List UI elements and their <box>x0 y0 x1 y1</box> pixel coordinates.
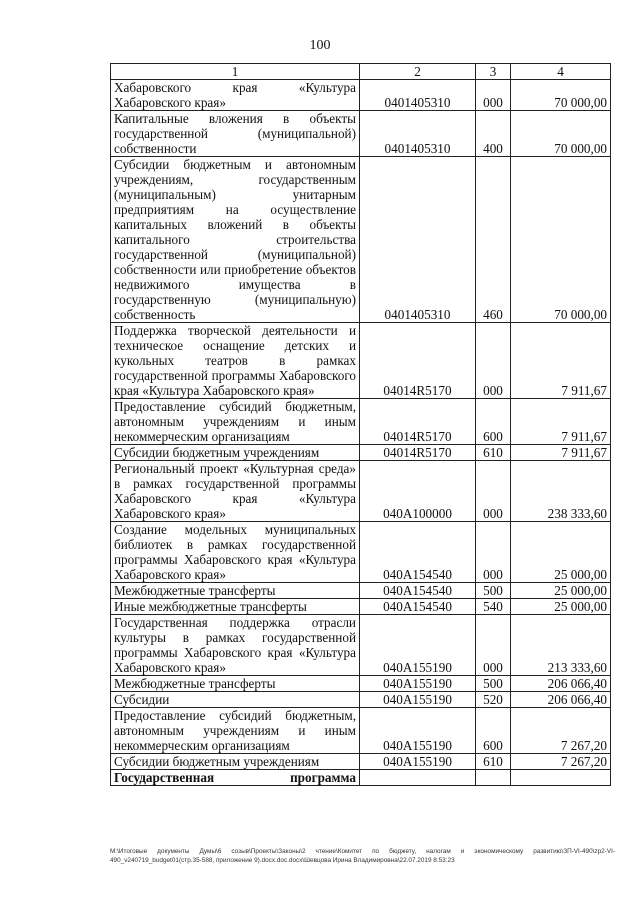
row-kind-cell: 540 <box>476 599 511 615</box>
row-kind-cell: 400 <box>476 111 511 157</box>
row-code-cell: 040A154540 <box>360 522 476 583</box>
row-code-cell: 040A154540 <box>360 599 476 615</box>
row-kind-cell: 520 <box>476 692 511 708</box>
row-name-cell: Государственная программа <box>111 770 360 786</box>
row-name-cell: Региональный проект «Культурная среда» в рамках государственной программы Хабаровского края «Культура Хабаровского края» <box>111 461 360 522</box>
row-amount-cell: 25 000,00 <box>511 583 611 599</box>
row-code-cell: 040A154540 <box>360 583 476 599</box>
row-name-cell: Субсидии <box>111 692 360 708</box>
row-kind-cell: 460 <box>476 157 511 323</box>
row-code-cell: 0401405310 <box>360 157 476 323</box>
row-name-cell: Предоставление субсидий бюджетным, автономным учреждениям и иным некоммерческим организациям <box>111 399 360 445</box>
row-code-cell <box>360 770 476 786</box>
row-name-cell: Хабаровского края «Культура Хабаровского края» <box>111 80 360 111</box>
row-code-cell: 04014R5170 <box>360 445 476 461</box>
row-kind-cell <box>476 770 511 786</box>
column-header-code: 2 <box>360 64 476 80</box>
table-row <box>111 770 611 786</box>
row-code-cell: 040A155190 <box>360 754 476 770</box>
row-amount-cell: 7 911,67 <box>511 323 611 399</box>
document-file-path: M:\Итоговые документы Думы\6 созыв\Проекты\Законы\2 чтение\Комитет по бюджету, налогам и экономическому развитию\ЗП-VI-490\zp2-VI-490_v240719_budget01(стр.35-588, приложение 9).docx.doc.docx\Шевцова Ирина Владимировна\22.07.2019 8:53:23 <box>110 848 615 864</box>
row-kind-cell: 600 <box>476 399 511 445</box>
table-row <box>111 708 611 754</box>
table-row <box>111 111 611 157</box>
row-code-cell: 040A155190 <box>360 676 476 692</box>
table-row <box>111 461 611 522</box>
row-kind-cell: 000 <box>476 323 511 399</box>
table-row <box>111 692 611 708</box>
column-header-name: 1 <box>111 64 360 80</box>
table-row <box>111 80 611 111</box>
row-code-cell: 040A155190 <box>360 615 476 676</box>
row-amount-cell: 25 000,00 <box>511 599 611 615</box>
row-kind-cell: 600 <box>476 708 511 754</box>
row-code-cell: 040A155190 <box>360 692 476 708</box>
row-amount-cell: 7 267,20 <box>511 708 611 754</box>
table-row <box>111 583 611 599</box>
row-kind-cell: 500 <box>476 676 511 692</box>
row-name-cell: Предоставление субсидий бюджетным, автономным учреждениям и иным некоммерческим организациям <box>111 708 360 754</box>
row-amount-cell: 70 000,00 <box>511 111 611 157</box>
row-kind-cell: 500 <box>476 583 511 599</box>
row-name-cell: Межбюджетные трансферты <box>111 676 360 692</box>
row-name-cell: Государственная поддержка отрасли культуры в рамках государственной программы Хабаровского края «Культура Хабаровского края» <box>111 615 360 676</box>
row-code-cell: 040A155190 <box>360 708 476 754</box>
row-name-cell: Межбюджетные трансферты <box>111 583 360 599</box>
row-amount-cell: 238 333,60 <box>511 461 611 522</box>
table-row <box>111 754 611 770</box>
page-number: 100 <box>309 38 331 53</box>
row-name-cell: Капитальные вложения в объекты государственной (муниципальной) собственности <box>111 111 360 157</box>
row-amount-cell <box>511 770 611 786</box>
row-kind-cell: 610 <box>476 445 511 461</box>
table-row <box>111 615 611 676</box>
row-kind-cell: 000 <box>476 461 511 522</box>
budget-table <box>110 63 611 786</box>
row-name-cell: Иные межбюджетные трансферты <box>111 599 360 615</box>
row-amount-cell: 7 911,67 <box>511 445 611 461</box>
table-header-row <box>111 64 611 80</box>
column-header-kind: 3 <box>476 64 511 80</box>
table-row <box>111 445 611 461</box>
row-kind-cell: 610 <box>476 754 511 770</box>
row-code-cell: 040A100000 <box>360 461 476 522</box>
table-row <box>111 157 611 323</box>
row-name-cell: Создание модельных муниципальных библиотек в рамках государственной программы Хабаровского края «Культура Хабаровского края» <box>111 522 360 583</box>
row-name-cell: Субсидии бюджетным учреждениям <box>111 754 360 770</box>
table-row <box>111 399 611 445</box>
table-row <box>111 599 611 615</box>
row-code-cell: 0401405310 <box>360 80 476 111</box>
row-kind-cell: 000 <box>476 80 511 111</box>
row-name-cell: Поддержка творческой деятельности и техническое оснащение детских и кукольных театров в рамках государственной программы Хабаровского края «Культура Хабаровского края» <box>111 323 360 399</box>
row-amount-cell: 7 267,20 <box>511 754 611 770</box>
row-kind-cell: 000 <box>476 615 511 676</box>
row-amount-cell: 206 066,40 <box>511 676 611 692</box>
table-row <box>111 522 611 583</box>
row-code-cell: 04014R5170 <box>360 323 476 399</box>
column-header-amount: 4 <box>511 64 611 80</box>
row-amount-cell: 70 000,00 <box>511 157 611 323</box>
row-amount-cell: 70 000,00 <box>511 80 611 111</box>
row-amount-cell: 7 911,67 <box>511 399 611 445</box>
row-code-cell: 0401405310 <box>360 111 476 157</box>
table-body <box>111 80 611 786</box>
row-name-cell: Субсидии бюджетным и автономным учреждениям, государственным (муниципальным) унитарным предприятиям на осуществление капитальных вложений в объекты капитального строительства государственной (муниципальной) собственности или приобретение объектов недвижимого имущества в государственную (муниципальную) собственность <box>111 157 360 323</box>
row-amount-cell: 206 066,40 <box>511 692 611 708</box>
row-code-cell: 04014R5170 <box>360 399 476 445</box>
row-amount-cell: 213 333,60 <box>511 615 611 676</box>
row-name-cell: Субсидии бюджетным учреждениям <box>111 445 360 461</box>
row-kind-cell: 000 <box>476 522 511 583</box>
row-amount-cell: 25 000,00 <box>511 522 611 583</box>
table-row <box>111 676 611 692</box>
table-row <box>111 323 611 399</box>
